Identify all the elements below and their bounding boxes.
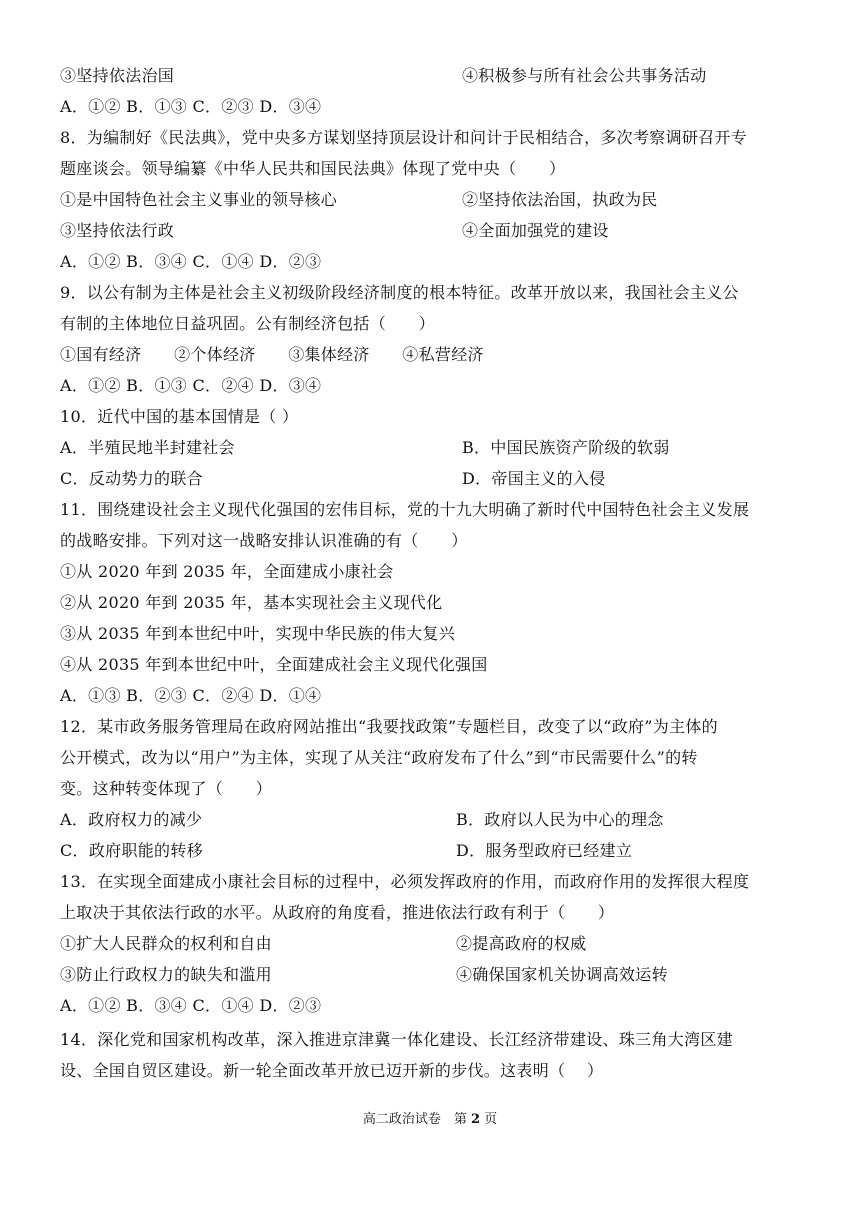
q11-option-1: ①从 2020 年到 2035 年，全面建成小康社会 xyxy=(60,562,394,581)
footer-label: 高二政治试卷 第 xyxy=(362,1112,467,1127)
q8-option-1: ①是中国特色社会主义事业的领导核心 xyxy=(60,190,338,209)
q12-stem-line-1: 12．某市政务服务管理局在政府网站推出“我要找政策”专题栏目，改变了以“政府”为主体的 xyxy=(60,717,718,736)
q12-stem-line-2: 公开模式，改为以“用户”为主体，实现了从关注“政府发布了什么”到“市民需要什么”的转 xyxy=(60,748,698,767)
q8-stem-line-1: 8．为编制好《民法典》，党中央多方谋划坚持顶层设计和问计于民相结合，多次考察调研召开专 xyxy=(60,128,748,147)
q9-options: ①国有经济 ②个体经济 ③集体经济 ④私营经济 xyxy=(60,345,484,364)
q8-option-4: ④全面加强党的建设 xyxy=(462,221,609,240)
q11-option-4: ④从 2035 年到本世纪中叶，全面建成社会主义现代化强国 xyxy=(60,655,488,674)
footer-suffix: 页 xyxy=(484,1112,498,1127)
page-number: 2 xyxy=(470,1112,481,1127)
q7-option-3: ③坚持依法治国 xyxy=(60,66,175,85)
q11-stem-line-2: 的战略安排。下列对这一战略安排认识准确的有（ ） xyxy=(60,531,468,550)
q8-answers: A．①② B．③④ C．①④ D．②③ xyxy=(60,252,322,271)
q11-answers: A．①③ B．②③ C．②④ D．①④ xyxy=(60,686,322,705)
q13-stem-line-1: 13．在实现全面建成小康社会目标的过程中，必须发挥政府的作用，而政府作用的发挥很大程度 xyxy=(60,872,750,891)
q10-option-b: B．中国民族资产阶级的软弱 xyxy=(462,438,670,457)
q11-stem-line-1: 11．围绕建设社会主义现代化强国的宏伟目标，党的十九大明确了新时代中国特色社会主义发展 xyxy=(60,500,750,519)
q10-option-d: D．帝国主义的入侵 xyxy=(462,469,606,488)
q12-stem-line-3: 变。这种转变体现了（ ） xyxy=(60,779,272,798)
q12-option-b: B．政府以人民为中心的理念 xyxy=(456,810,664,829)
q12-option-d: D．服务型政府已经建立 xyxy=(456,841,633,860)
q13-stem-line-2: 上取决于其依法行政的水平。从政府的角度看，推进依法行政有利于（ ） xyxy=(60,903,615,922)
q13-option-2: ②提高政府的权威 xyxy=(456,934,587,953)
q11-option-2: ②从 2020 年到 2035 年，基本实现社会主义现代化 xyxy=(60,593,443,612)
q13-option-1: ①扩大人民群众的权利和自由 xyxy=(60,934,272,953)
q12-option-c: C．政府职能的转移 xyxy=(60,841,203,860)
q9-answers: A．①② B．①③ C．②④ D．③④ xyxy=(60,376,322,395)
q13-option-3: ③防止行政权力的缺失和滥用 xyxy=(60,965,272,984)
q13-answers: A．①② B．③④ C．①④ D．②③ xyxy=(60,996,322,1015)
q14-stem-line-1: 14．深化党和国家机构改革，深入推进京津冀一体化建设、长江经济带建设、珠三角大湾区建 xyxy=(60,1030,733,1049)
q7-answers: A．①② B．①③ C．②③ D．③④ xyxy=(60,97,322,116)
q8-option-2: ②坚持依法治国，执政为民 xyxy=(462,190,658,209)
q11-option-3: ③从 2035 年到本世纪中叶，实现中华民族的伟大复兴 xyxy=(60,624,455,643)
q8-option-3: ③坚持依法行政 xyxy=(60,221,175,240)
q7-option-4: ④积极参与所有社会公共事务活动 xyxy=(462,66,707,85)
q10-stem: 10．近代中国的基本国情是（ ） xyxy=(60,407,299,426)
q12-option-a: A．政府权力的减少 xyxy=(60,810,203,829)
q10-option-c: C．反动势力的联合 xyxy=(60,469,203,488)
q13-option-4: ④确保国家机关协调高效运转 xyxy=(456,965,668,984)
q10-option-a: A．半殖民地半封建社会 xyxy=(60,438,235,457)
page-footer xyxy=(0,1112,860,1128)
q14-stem-line-2: 设、全国自贸区建设。新一轮全面改革开放已迈开新的步伐。这表明（ ） xyxy=(60,1061,604,1080)
q9-stem-line-1: 9．以公有制为主体是社会主义初级阶段经济制度的根本特征。改革开放以来，我国社会主义公 xyxy=(60,283,739,302)
q8-stem-line-2: 题座谈会。领导编纂《中华人民共和国民法典》体现了党中央（ ） xyxy=(60,159,566,178)
q9-stem-line-2: 有制的主体地位日益巩固。公有制经济包括（ ） xyxy=(60,314,435,333)
